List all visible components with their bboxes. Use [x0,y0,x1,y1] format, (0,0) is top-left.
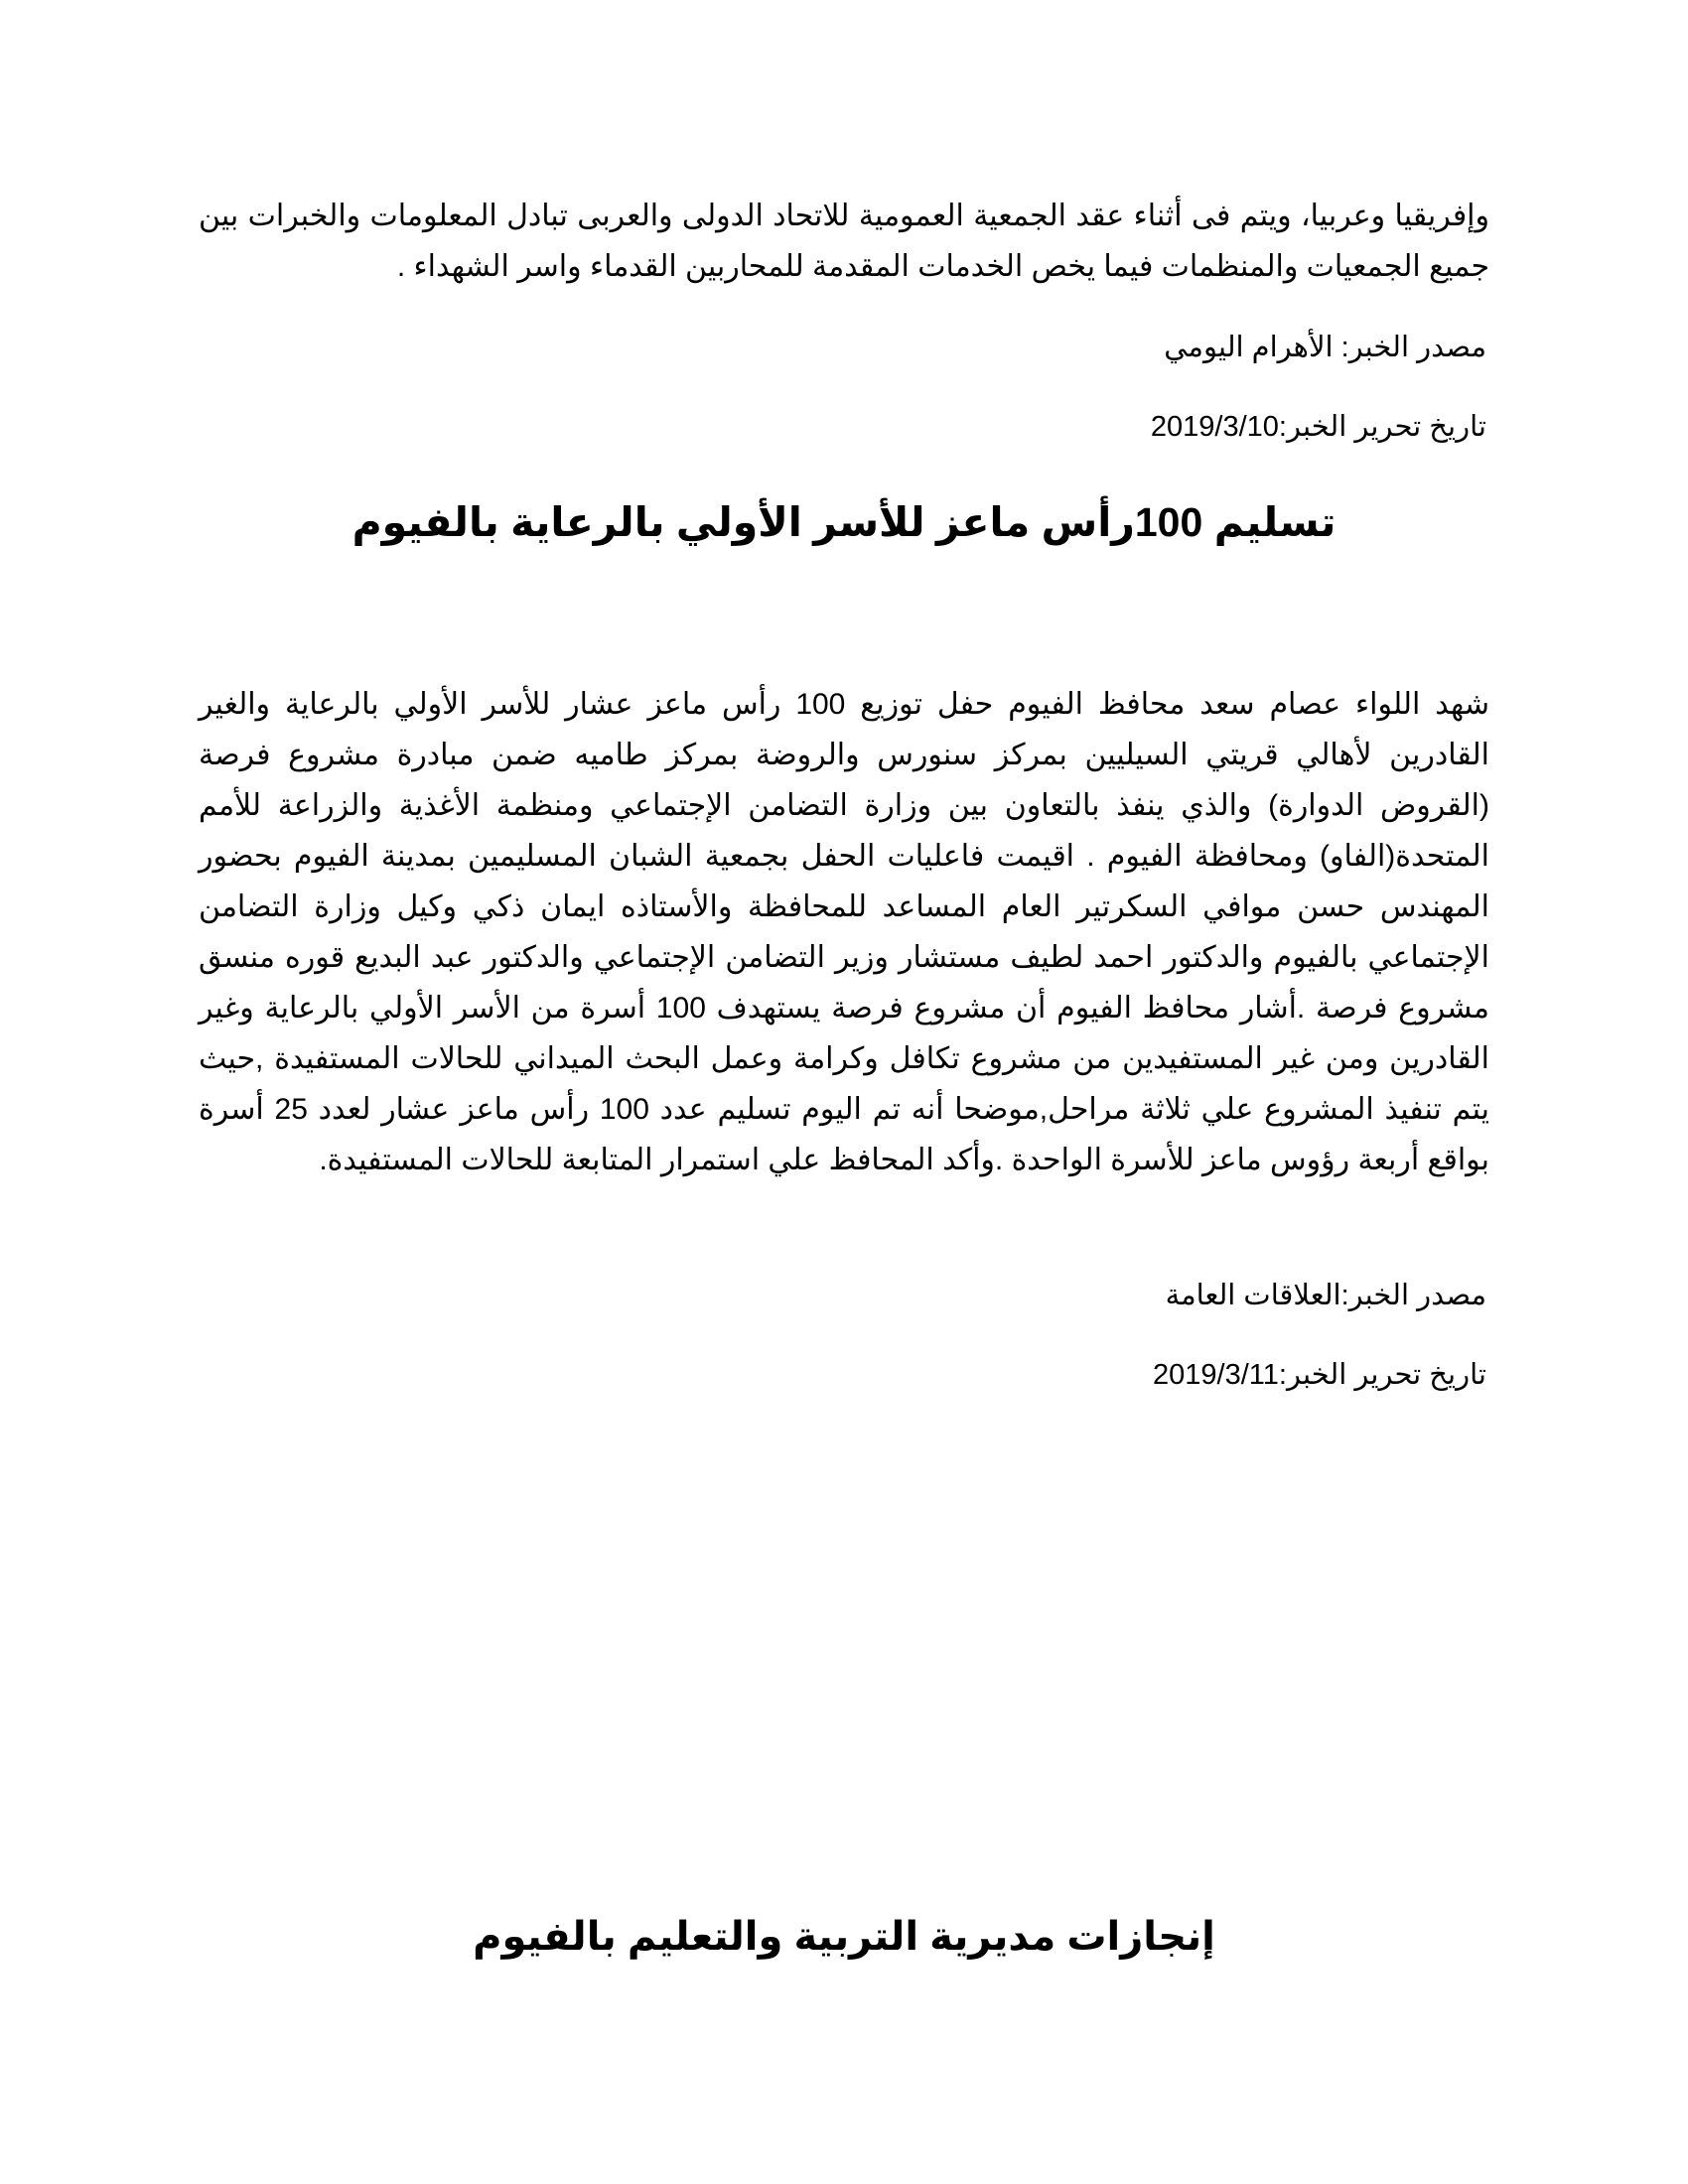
article-body: شهد اللواء عصام سعد محافظ الفيوم حفل توزيع 100 رأس ماعز عشار للأسر الأولي بالرعاية والغير القادرين لأهالي قريتي السيليين بمركز سنورس والروضة بمركز طاميه ضمن مبادرة مشروع فرصة (القروض الدوارة) والذي ينفذ بالتعاون بين وزارة التضامن الإجتماعي ومنظمة الأغذية والزراعة للأمم المتحدة(الفاو) ومحافظة الفيوم . اقيمت فاعليات الحفل بجمعية الشبان المسليمين بمدينة الفيوم بحضور المهندس حسن موافي السكرتير العام المساعد للمحافظة والأستاذه ايمان ذكي وكيل وزارة التضامن الإجتماعي بالفيوم والدكتور احمد لطيف مستشار وزير التضامن الإجتماعي والدكتور عبد البديع قوره منسق مشروع فرصة .أشار محافظ الفيوم أن مشروع فرصة يستهدف 100 أسرة من الأسر الأولي بالرعاية وغير القادرين ومن غير المستفيدين من مشروع تكافل وكرامة وعمل البحث الميداني للحالات المستفيدة ,حيث يتم تنفيذ المشروع علي ثلاثة مراحل,موضحا أنه تم اليوم تسليم عدد 100 رأس ماعز عشار لعدد 25 أسرة بواقع أربعة رؤوس ماعز للأسرة الواحدة .وأكد المحافظ علي استمرار المتابعة للحالات المستفيدة. [199,688,1489,1176]
article-date-value: 2019/3/11 [1153,1359,1279,1391]
news-date-value: 2019/3/10 [1150,411,1279,443]
news-date-label: تاريخ تحرير الخبر: [1278,411,1486,443]
article-title: تسليم 100رأس ماعز للأسر الأولي بالرعاية بالفيوم [352,499,1336,545]
intro-paragraph: وإفريقيا وعربيا، ويتم فى أثناء عقد الجمعية العمومية للاتحاد الدولى والعربى تبادل المعلومات والخبرات بين جميع الجمعيات والمنظمات فيما يخص الخدمات المقدمة للمحاربين القدماء واسر الشهداء . [199,200,1489,283]
article-date-line [1153,1355,1486,1395]
article-source-line: مصدر الخبر:العلاقات العامة [1165,1280,1486,1311]
news-date-line [1151,407,1486,447]
article-date-label: تاريخ تحرير الخبر: [1278,1359,1486,1391]
news-source-line: مصدر الخبر: الأهرام اليومي [1164,332,1486,363]
section-heading: إنجازات مديرية التربية والتعليم بالفيوم [473,1915,1215,1959]
